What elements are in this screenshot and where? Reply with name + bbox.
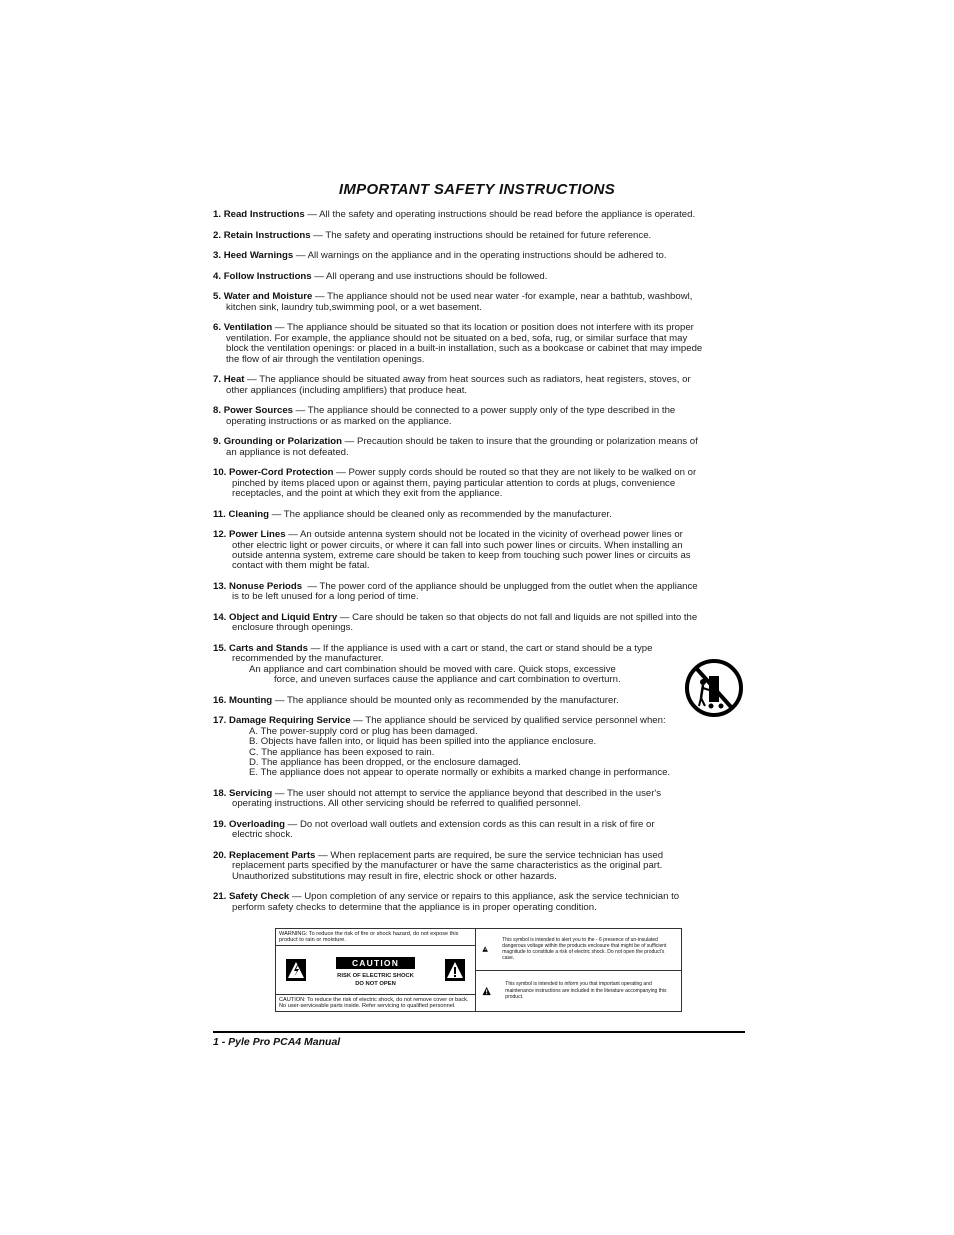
item-heading: Retain Instructions [223, 229, 311, 241]
instruction-item [213, 613, 758, 634]
item-text: contact with them might be fatal. [232, 560, 370, 572]
item-number: 20. [213, 850, 227, 862]
item-dash: — [302, 581, 320, 592]
instruction-item [213, 530, 758, 572]
instruction-item [213, 851, 758, 882]
item-number: 7. [213, 374, 222, 386]
instruction-item [213, 406, 758, 427]
instruction-item [213, 510, 758, 520]
item-text: operating instructions or as marked on the appliance. [226, 415, 452, 427]
item-number: 13. [213, 581, 227, 592]
item-number: 16. [213, 694, 227, 706]
item-text: an appliance is not defeated. [226, 446, 349, 458]
instruction-item [213, 468, 758, 499]
item-number: 19. [213, 819, 227, 831]
item-text: All operang and use instructions should be followed. [326, 270, 548, 282]
instruction-item [213, 231, 758, 241]
item-number: 9. [213, 436, 222, 448]
item-text: ventilation. For example, the appliance should not be situated on a bed, sofa, rug, or similar surface that may [226, 332, 688, 344]
item-subtext: E. The appliance does not appear to operate normally or exhibits a marked change in performance. [249, 767, 671, 779]
caution-risk-text: RISK OF ELECTRIC SHOCK [337, 972, 414, 979]
item-text: All warnings on the appliance and in the operating instructions should be adhered to. [307, 250, 667, 262]
item-heading: Damage Requiring Service [229, 715, 351, 727]
item-text: the flow of air through the ventilation openings. [226, 353, 425, 365]
item-text: Do not overload wall outlets and extension cords as this can result in a risk of fire or [299, 819, 655, 831]
item-number: 8. [213, 405, 222, 417]
instruction-item [213, 892, 758, 913]
item-heading: Cleaning [228, 508, 269, 520]
item-subtext: D. The appliance has been dropped, or the enclosure damaged. [249, 757, 521, 769]
item-dash: — [310, 229, 326, 241]
item-text: Power supply cords should be routed so that they are not likely to be walked on or [348, 467, 697, 479]
cart-tipover-warning-icon [683, 658, 745, 718]
item-text: block the ventilation openings: or placed in a built-in installation, such as a bookcase or cabinet that may impede [226, 343, 703, 355]
item-dash: — [311, 270, 327, 282]
item-dash: — [289, 891, 305, 903]
item-heading: Power Lines [229, 529, 286, 541]
warning-text: WARNING: To reduce the risk of fire or shock hazard, do not expose this product to rain or moisture. [279, 931, 459, 944]
item-text: The user should not attempt to service the appliance beyond that described in the user's [286, 788, 662, 800]
exclamation-triangle-icon [482, 982, 491, 1000]
instruction-item [213, 644, 758, 686]
caution-label: CAUTION [336, 957, 415, 969]
item-text: recommended by the manufacturer. [232, 653, 384, 665]
item-heading: Follow Instructions [223, 270, 312, 282]
item-text: Unauthorized substitutions may result in fire, electric shock or other hazards. [232, 870, 557, 882]
item-dash: — [315, 850, 331, 862]
item-heading: Read Instructions [223, 209, 305, 220]
item-text: outside antenna system, extreme care should be taken to keep from touching such power lines or circuits as [232, 550, 691, 561]
item-dash: — [350, 715, 366, 727]
item-number: 17. [213, 715, 227, 727]
item-text: The appliance should be situated so that its location or position does not interfere with its proper [286, 322, 694, 334]
instruction-item [213, 375, 758, 396]
instruction-item [213, 716, 758, 778]
item-text: If the appliance is used with a cart or stand, the cart or stand should be a type [322, 643, 653, 654]
instruction-item [213, 210, 758, 220]
item-dash: — [272, 694, 287, 706]
item-text: The appliance should not be used near water -for example, near a bathtub, washbowl, [327, 291, 693, 303]
item-subtext: C. The appliance has been exposed to rain. [249, 746, 435, 758]
item-heading: Servicing [229, 788, 273, 800]
item-dash: — [285, 819, 300, 831]
item-heading: Safety Check [229, 891, 290, 903]
item-number: 15. [213, 643, 227, 654]
item-heading: Water and Moisture [223, 291, 313, 303]
item-subtext: B. Objects have fallen into, or liquid has been spilled into the appliance enclosure. [249, 736, 597, 748]
item-heading: Replacement Parts [229, 850, 316, 862]
item-text: The appliance should be situated away from heat sources such as radiators, heat registers, stoves, or [259, 374, 691, 386]
item-number: 1. [213, 209, 222, 220]
item-text: perform safety checks to determine that the appliance is in proper operating condition. [232, 901, 597, 913]
item-text: An outside antenna system should not be located in the vicinity of overhead power lines or [299, 529, 683, 541]
symbol2-text: This symbol is intended to inform you that important operating and maintenance instructions are included in the literature accompanying this product. [505, 981, 667, 1000]
item-text: All the safety and operating instructions should be read before the appliance is operated. [319, 209, 696, 220]
page-title: IMPORTANT SAFETY INSTRUCTIONS [338, 181, 616, 198]
item-text: operating instructions. All other servicing should be referred to qualified personnel. [232, 798, 581, 810]
item-heading: Power Sources [223, 405, 294, 417]
instruction-item [213, 437, 758, 458]
item-text: other electric light or power circuits, or where it can fall into such power lines or circuits. When installing an [232, 539, 683, 551]
item-heading: Ventilation [223, 322, 273, 334]
instruction-item [213, 323, 758, 365]
item-text: enclosure through openings. [232, 622, 354, 634]
item-number: 6. [213, 322, 222, 334]
item-dash: — [293, 405, 308, 417]
item-dash: — [269, 508, 284, 520]
instruction-list [213, 210, 758, 923]
item-text: receptacles, and the point at which they exit from the appliance. [232, 488, 503, 499]
item-text: other appliances (including amplifiers) that produce heat. [226, 384, 468, 396]
warning-caution-box [275, 928, 682, 1012]
item-dash: — [272, 322, 287, 334]
item-text: pinched by items placed upon or against them, paying particular attention to cords at plugs, convenience [232, 477, 676, 489]
item-heading: Nonuse Periods [229, 581, 303, 592]
instruction-item [213, 696, 758, 706]
lightning-triangle-icon [482, 940, 488, 958]
item-text: is to be left unused for a long period of time. [232, 591, 419, 603]
item-text: kitchen sink, laundry tub,swimming pool, or a wet basement. [226, 301, 482, 313]
item-number: 12. [213, 529, 227, 541]
instruction-item [213, 292, 758, 313]
instruction-item [213, 251, 758, 261]
item-text: Precaution should be taken to insure that the grounding or polarization means of [356, 436, 698, 448]
page-footer: 1 - Pyle Pro PCA4 Manual [213, 1036, 341, 1048]
instruction-item [213, 789, 758, 810]
item-dash: — [293, 250, 308, 262]
item-dash: — [244, 374, 260, 386]
instruction-item [213, 820, 758, 841]
item-subtext: force, and uneven surfaces cause the appliance and cart combination to overturn. [274, 674, 621, 686]
item-text: Care should be taken so that objects do not fall and liquids are not spilled into the [352, 612, 698, 623]
item-text: The appliance should be serviced by qualified service personnel when: [365, 715, 666, 727]
item-dash: — [307, 643, 323, 654]
item-dash: — [304, 209, 320, 220]
item-number: 5. [213, 291, 222, 303]
item-heading: Heat [223, 374, 245, 386]
item-text: The power cord of the appliance should be unplugged from the outlet when the appliance [319, 581, 698, 592]
item-number: 2. [213, 229, 222, 241]
caution-text: CAUTION: To reduce the risk of electric shock, do not remove cover or back. No user-serviceable parts inside. Refer servicing to qualified personnel. [279, 996, 469, 1009]
item-text: The safety and operating instructions should be retained for future reference. [325, 229, 652, 241]
item-heading: Object and Liquid Entry [229, 612, 338, 623]
item-heading: Carts and Stands [229, 643, 308, 654]
item-subtext: An appliance and cart combination should be moved with care. Quick stops, excessive [249, 663, 616, 675]
item-number: 14. [213, 612, 227, 623]
item-heading: Overloading [229, 819, 285, 831]
item-heading: Grounding or Polarization [223, 436, 343, 448]
exclamation-icon [445, 959, 465, 981]
item-number: 10. [213, 467, 227, 479]
item-subtext: A. The power-supply cord or plug has been damaged. [249, 725, 478, 737]
item-number: 18. [213, 788, 227, 800]
lightning-bolt-icon [286, 959, 306, 981]
item-text: replacement parts specified by the manufacturer or have the same characteristics as the original part. [232, 860, 663, 872]
item-text: When replacement parts are required, be sure the service technician has used [330, 850, 664, 862]
item-number: 3. [213, 250, 222, 262]
item-heading: Power-Cord Protection [229, 467, 334, 479]
item-text: electric shock. [232, 829, 293, 841]
footer-divider [213, 1031, 745, 1033]
item-text: The appliance should be mounted only as recommended by the manufacturer. [286, 694, 619, 706]
item-dash: — [285, 529, 300, 541]
item-dash: — [333, 467, 349, 479]
item-dash: — [342, 436, 357, 448]
item-dash: — [312, 291, 328, 303]
item-number: 21. [213, 891, 227, 903]
symbol1-text: This symbol is intended to alert you to the - 6 presence of un-insulated dangerous voltage within the products enclosure that might be of sufficient magnitude to constitute a risk of electric shock. Do not open the product's case. [502, 936, 667, 962]
item-heading: Mounting [229, 694, 273, 706]
item-number: 4. [213, 270, 222, 282]
item-dash: — [272, 788, 287, 800]
item-text: The appliance should be connected to a power supply only of the type described in the [307, 405, 676, 417]
item-text: Upon completion of any service or repairs to this appliance, ask the service technician to [304, 891, 680, 903]
item-number: 11. [213, 508, 226, 520]
instruction-item [213, 582, 758, 603]
item-text: The appliance should be cleaned only as recommended by the manufacturer. [283, 508, 612, 520]
instruction-item [213, 272, 758, 282]
caution-do-not-open: DO NOT OPEN [355, 981, 396, 987]
item-dash: — [337, 612, 353, 623]
item-heading: Heed Warnings [223, 250, 294, 262]
